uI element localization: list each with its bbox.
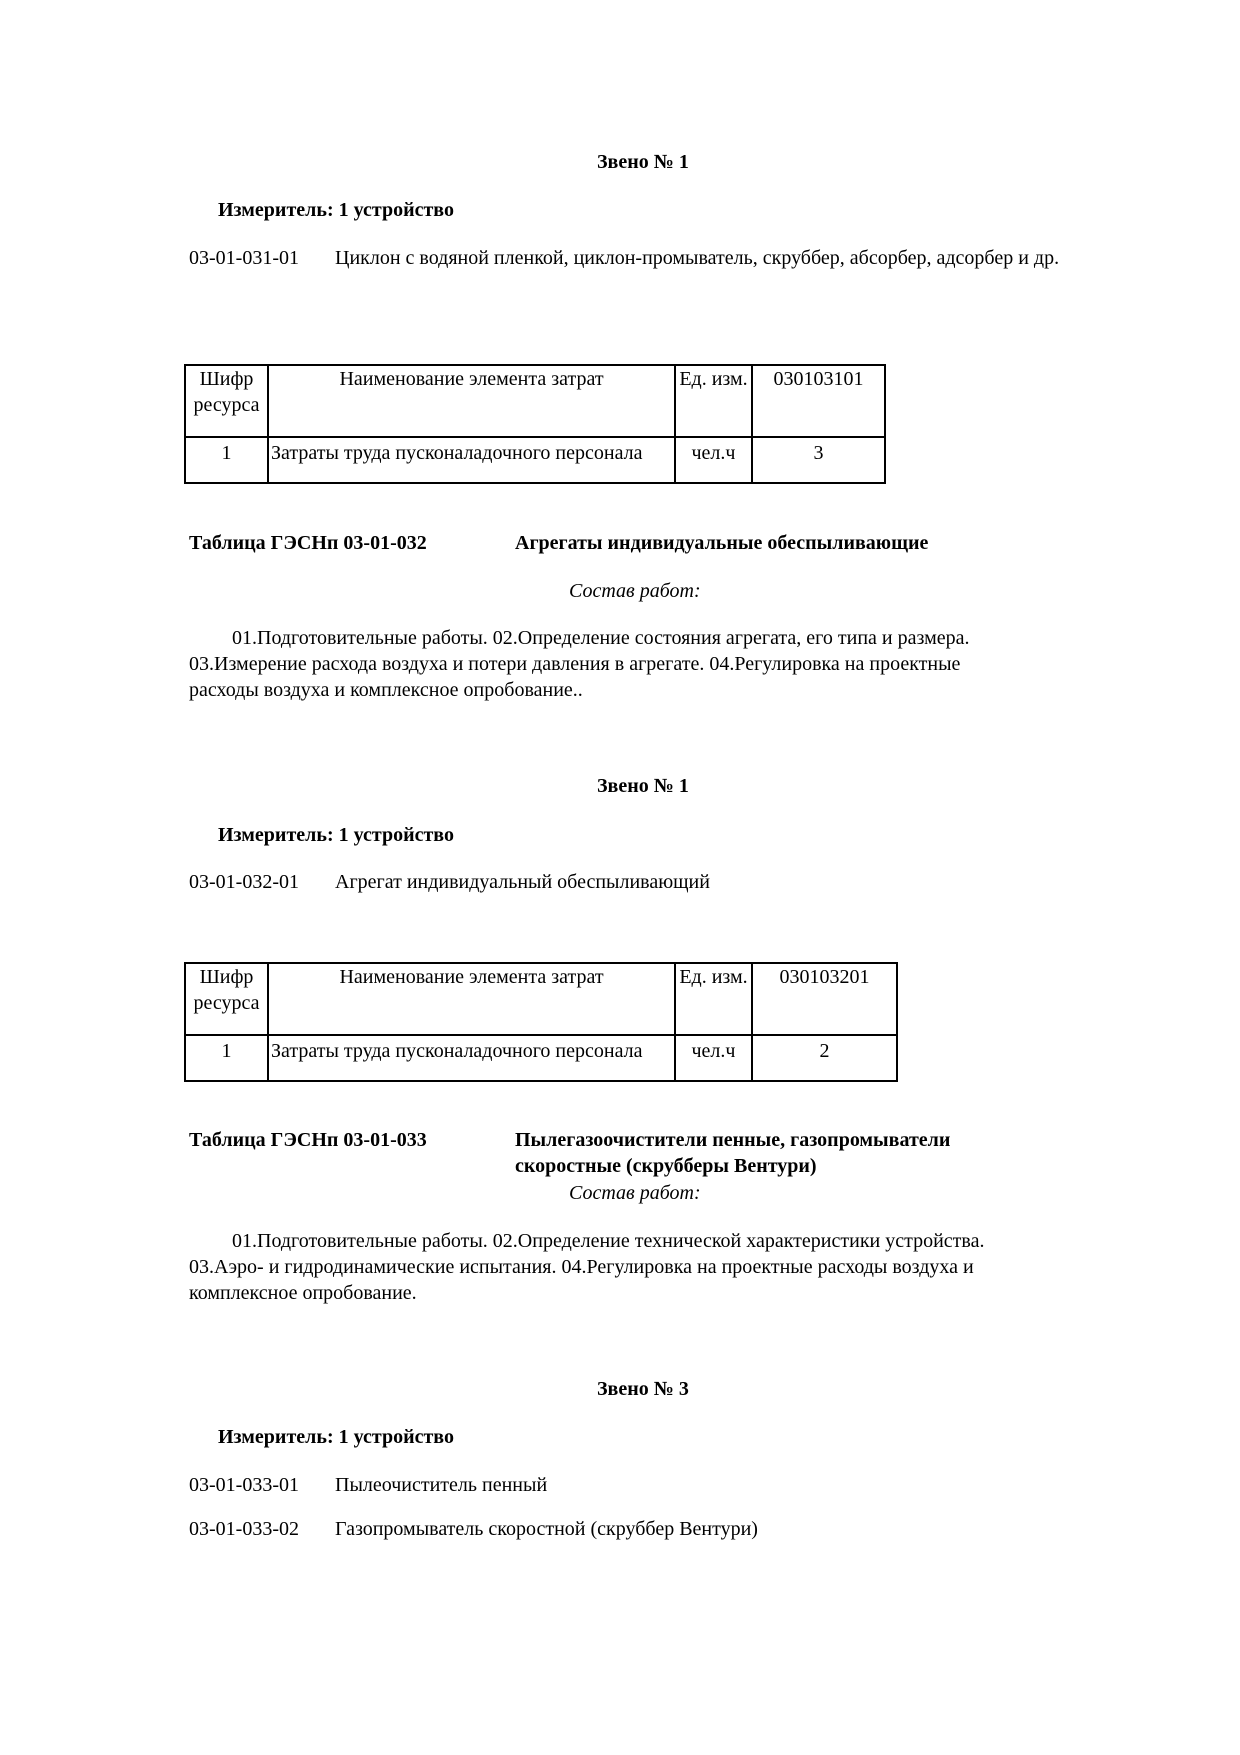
item-description: Пылеочиститель пенный [335,1474,548,1496]
table-header-row [185,963,897,1035]
cell-resource-code: 1 [185,1035,268,1081]
table-row [185,1035,897,1081]
resource-table [184,962,898,1082]
table-title-code: Таблица ГЭСНп 03-01-033 [189,1129,427,1151]
measurer-label: Измеритель: 1 устройство [218,199,454,221]
header-unit: Ед. изм. [675,365,752,437]
zveno-heading: Звено № 1 [597,775,689,797]
table-row [185,437,885,483]
item-code: 03-01-031-01 [189,247,299,269]
cell-cost-element: Затраты труда пусконаладочного персонала [268,437,675,483]
measurer-label: Измеритель: 1 устройство [218,1426,454,1448]
zveno-heading: Звено № 3 [597,1378,689,1400]
table-title-name: Пылегазоочистители пенные, газопромыватели скоростные (скрубберы Вентури) [515,1129,951,1177]
cell-unit: чел.ч [675,1035,752,1081]
item-code: 03-01-033-01 [189,1474,299,1496]
header-cost-element: Наименование элемента затрат [268,365,675,437]
table-title-code: Таблица ГЭСНп 03-01-032 [189,532,427,554]
header-norm-code: 030103101 [752,365,885,437]
works-text: 01.Подготовительные работы. 02.Определение технической характеристики устройства. 03.Аэро- и гидродинамические испытания. 04.Регулировка на проектные расходы воздуха и комплексное опробование. [189,1230,985,1304]
works-text: 01.Подготовительные работы. 02.Определение состояния агрегата, его типа и размера. 03.Измерение расхода воздуха и потери давления в агрегате. 04.Регулировка на проектные расходы воздуха и комплексное опробование.. [189,627,970,701]
table-title-name: Агрегаты индивидуальные обеспыливающие [515,532,929,554]
cell-value: 3 [752,437,885,483]
works-label: Состав работ: [569,580,701,602]
cell-resource-code: 1 [185,437,268,483]
zveno-heading: Звено № 1 [597,151,689,173]
header-norm-code: 030103201 [752,963,897,1035]
item-description: Газопромыватель скоростной (скруббер Вентури) [335,1518,758,1540]
works-label: Состав работ: [569,1182,701,1204]
resource-table [184,364,886,484]
cell-value: 2 [752,1035,897,1081]
header-resource-code: Шифр ресурса [185,963,268,1035]
measurer-label: Измеритель: 1 устройство [218,824,454,846]
header-resource-code: Шифр ресурса [185,365,268,437]
header-cost-element: Наименование элемента затрат [268,963,675,1035]
cell-unit: чел.ч [675,437,752,483]
cell-cost-element: Затраты труда пусконаладочного персонала [268,1035,675,1081]
header-unit: Ед. изм. [675,963,752,1035]
item-code: 03-01-032-01 [189,871,299,893]
item-description: Агрегат индивидуальный обеспыливающий [335,871,710,893]
table-header-row [185,365,885,437]
item-code: 03-01-033-02 [189,1518,299,1540]
item-description: Циклон с водяной пленкой, циклон-промыватель, скруббер, абсорбер, адсорбер и др. [335,247,1060,269]
